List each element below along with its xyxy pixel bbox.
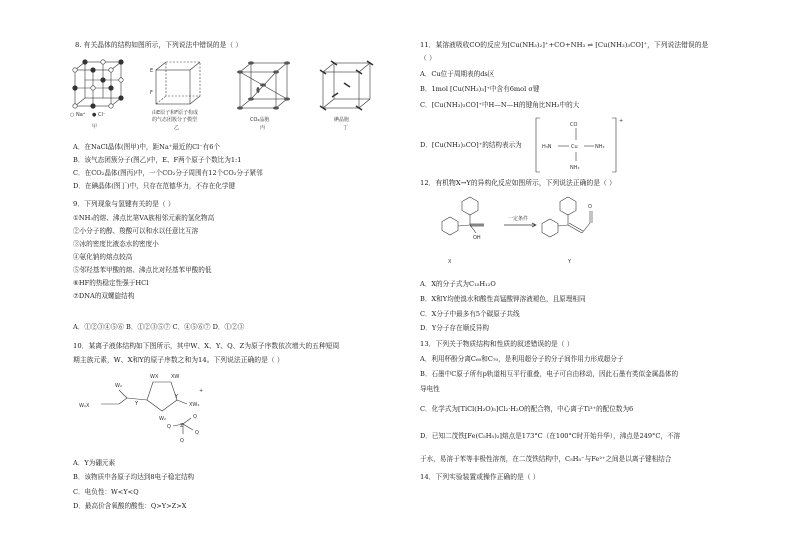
q11-option-c: C．[Cu(NH₃)₃CO]⁺中H—N—H的键角比NH₃中的大 xyxy=(420,101,580,109)
q13-option-b-line-1: B．石墨中C原子所有p轨道相互平行重叠，电子可自由移动，因此石墨有类似金属晶体的 xyxy=(420,370,679,378)
nacl-ions xyxy=(72,59,123,108)
struct-label-z: Z xyxy=(180,423,184,429)
legend-cl-label: ● Cl⁻ xyxy=(92,112,106,118)
q12-option-d: D．Y分子存在顺反异构 xyxy=(420,324,489,332)
q13-option-d-line-2: 于水，易溶于苯等非极性溶剂，在二茂铁结构中，C₅H₅⁻与Fe²⁺之间是以离子键相结合 xyxy=(420,455,672,463)
y-o-label: O xyxy=(588,204,592,210)
q10-option-b: B．该物质中各原子均达到8电子稳定结构 xyxy=(73,473,195,481)
struct-label-w2x: W₂X xyxy=(79,403,90,409)
q9-item-2: ②小分子的醇、羧酸可以和水以任意比互溶 xyxy=(73,227,199,235)
complex-charge: + xyxy=(619,118,624,124)
molecule-x xyxy=(442,197,484,235)
q12-stem: 12．有机物X→Y的异构化反应如图所示，下列说法正确的是（ ） xyxy=(420,179,616,187)
complex-h3n: H₃N xyxy=(542,144,552,150)
struct-label-y-left: Y xyxy=(135,401,139,407)
q11-option-d: D．[Cu(NH₃)₃CO]⁺的结构表示为 xyxy=(420,141,522,149)
q9-item-4: ④氨化钠的熔点较高 xyxy=(73,253,133,261)
q13-option-a: A．利用杯酚分离C₆₀和C₇₀，是利用超分子的分子间作用力形成超分子 xyxy=(420,355,624,363)
q11-stem: 11．某溶液吸收CO的反应为[Cu(NH₃)₂]⁺+CO+NH₃ ⇌ [Cu(NH₃)₃CO]⁺，下列说法错误的是 xyxy=(420,41,709,49)
struct-label-q-4: Q xyxy=(180,438,184,444)
q13-option-c: C．化学式为[TiCl(H₂O)₅]Cl₂·H₂O的配合物，中心离子Ti³⁺的配位数为6 xyxy=(420,405,634,413)
q9-item-3: ③冰的密度比液态水的密度小 xyxy=(73,240,159,248)
q12-reaction-scheme xyxy=(440,193,640,273)
struct-label-w2-top: W₂ xyxy=(115,383,122,389)
q12-option-a: A．X的分子式为C₁₅H₁₂O xyxy=(420,280,496,288)
fig-bing-label: 丙 xyxy=(260,125,266,131)
q9-stem: 9．下列现象与氢键有关的是（ ） xyxy=(73,200,175,208)
q11-option-b: B．1mol [Cu(NH₃)₃]⁺中含有6mol σ键 xyxy=(420,85,540,93)
q12-option-b: B．X和Y均使溴水和酸性高锰酸钾溶液褪色，且原理相同 xyxy=(420,295,586,303)
q11-option-a: A．Cu位于周期表的ds区 xyxy=(420,70,495,78)
q12-option-c: C．X分子中最多有5个碳原子共线 xyxy=(420,310,520,318)
q10-option-a: A．Y为硼元素 xyxy=(73,459,116,467)
q11-complex-structure xyxy=(534,116,624,176)
q9-item-7: ⑦DNA的双螺旋结构 xyxy=(73,292,135,300)
q13-option-b-line-2: 导电性 xyxy=(420,385,440,393)
q10-stem-line-1: 10．某离子液体结构如下图所示，其中W、X、Y、Q、Z为原子序数依次增大的五种短周 xyxy=(73,342,340,350)
iodine-molecules xyxy=(320,61,373,110)
label-f: F xyxy=(150,90,153,96)
q13-stem: 13．下列关于物质结构和性质的叙述错误的是（ ） xyxy=(420,340,574,348)
fig-yi-label: 乙 xyxy=(174,125,180,131)
label-e: E xyxy=(150,68,154,74)
fig-ding-label: 丁 xyxy=(343,125,349,131)
complex-nh3-bottom: NH₃ xyxy=(570,165,580,171)
x-label: X xyxy=(448,259,452,265)
molecule-y xyxy=(542,197,592,237)
cluster-cube-figure xyxy=(156,62,200,104)
q10-ionic-structure xyxy=(75,368,235,448)
q10-stem-line-2: 期主族元素，W、X和Y的原子序数之和为14。下列说法正确的是（ ） xyxy=(73,356,284,364)
nacl-lattice-figure xyxy=(75,62,121,106)
q13-option-d-line-1: D．已知二茂铁[Fe(C₅H₅)₂]熔点是173°C（在100°C时开始升华），沸点是249°C，不溶 xyxy=(420,432,681,440)
struct-label-xw: XW xyxy=(171,374,180,380)
q11-stem-end: （ ） xyxy=(420,54,436,62)
co2-molecules xyxy=(237,61,290,109)
struct-label-q-3: Q xyxy=(195,430,199,436)
q10-option-c: C．电负性：W<Y<Q xyxy=(73,488,139,496)
struct-label-q-1: Q xyxy=(167,424,171,430)
fig-bing-caption: CO₂晶胞 xyxy=(250,117,270,123)
q9-item-6: ⑥HF的热稳定性强于HCl xyxy=(73,279,149,287)
fig-yi-caption-2: 的气态团簇分子模型 xyxy=(152,117,198,123)
q9-item-1: ①NH₃的熔、沸点比第VA族相邻元素的氢化物高 xyxy=(73,214,215,222)
complex-cu: Cu xyxy=(571,144,578,150)
x-oh-label: OH xyxy=(473,235,481,241)
struct-label-q-2: Q xyxy=(193,414,197,420)
fig-ding-caption: 碘晶胞 xyxy=(334,117,350,123)
complex-co: CO xyxy=(570,122,578,128)
q8-crystal-figures xyxy=(70,58,410,138)
q9-item-5: ⑤邻羟基苯甲酸的熔、沸点比对羟基苯甲酸的低 xyxy=(73,266,212,274)
struct-label-xw3: XW₃ xyxy=(189,402,200,408)
fig-yi-caption-1: 由E原子和F原子构成 xyxy=(152,110,199,116)
struct-label-charge: + xyxy=(199,388,204,394)
q8-option-b: B．该气态团簇分子(图乙)中，E、F两个原子个数比为1:1 xyxy=(73,156,242,164)
legend-na-label: ○ Na⁺ xyxy=(70,112,86,118)
q9-choices: A．①②③④⑤⑥ B．①②③⑤⑦ C．④⑤⑥⑦ D．①②③ xyxy=(73,323,245,331)
arrow-condition-label: 一定条件 xyxy=(508,216,529,222)
struct-label-wx: WX xyxy=(150,374,159,380)
q8-stem: 8. 有关晶体的结构如图所示，下列说法中错误的是（ ） xyxy=(75,41,243,49)
q10-option-d: D．最高价含氧酸的酸性：Q>Y>Z>X xyxy=(73,502,187,510)
complex-nh3-right: NH₃ xyxy=(595,144,605,150)
y-label: Y xyxy=(568,259,572,265)
fig-jia-label: 甲 xyxy=(92,124,98,130)
struct-label-w2-bottom: W₂ xyxy=(159,416,166,422)
q8-option-a: A．在NaCl晶体(图甲)中，距Na⁺最近的Cl⁻有6个 xyxy=(73,143,221,151)
q8-option-d: D．在碘晶体(图丁)中，只存在范德华力，不存在化学键 xyxy=(73,182,236,190)
q8-option-c: C．在CO₂晶体(图丙)中，一个CO₂分子周围有12个CO₂分子紧邻 xyxy=(73,169,263,177)
struct-label-y-right: Y xyxy=(175,394,179,400)
q14-stem: 14．下列实验装置或操作正确的是（ ） xyxy=(420,473,540,481)
